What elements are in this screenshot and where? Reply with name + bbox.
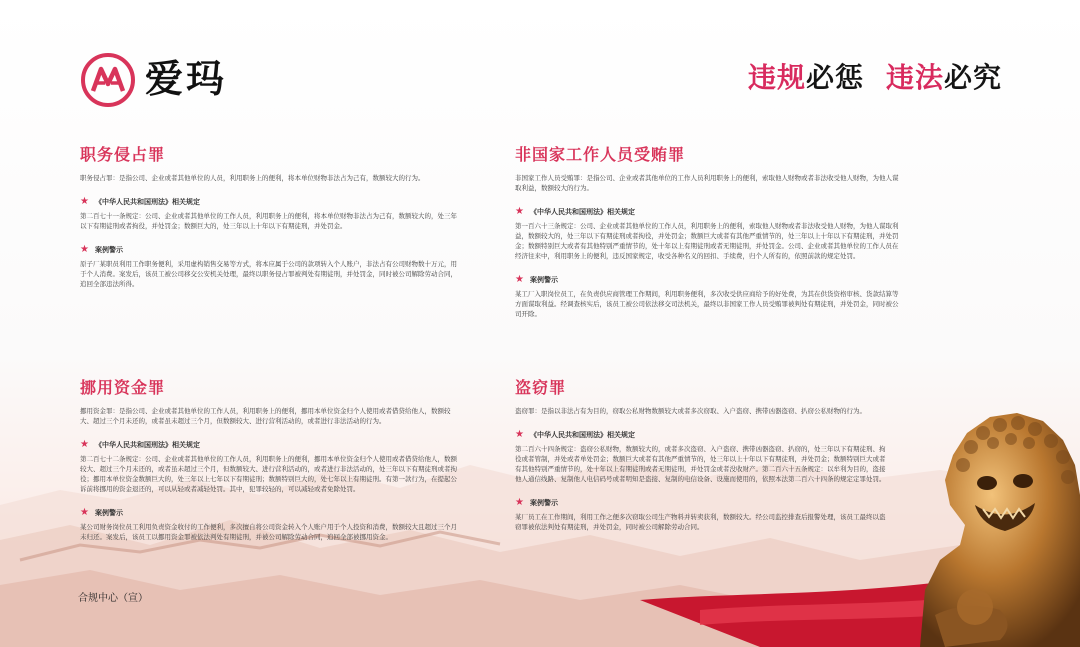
section-embezzlement bbox=[80, 145, 460, 289]
slogan-2-red: 违法 bbox=[885, 61, 944, 94]
law-text: 第二百六十四条规定：盗窃公私财物，数额较大的，或者多次盗窃、入户盗窃、携带凶器盗窃、扒窃的，处三年以下有期徒刑、拘役或者管制，并处或者单处罚金；数额巨大或者有其他严重情节的，处三年以上十年以下有期徒刑，并处罚金；数额特别巨大或者有其他特别严重情节的，处十年以上有期徒刑或者无期徒刑，并处罚金或者没收财产。第二百六十五条规定：以牟利为目的，盗接他人通信线路、复制他人电信码号或者明知是盗接、复制的电信设备、设施而使用的，依照本法第二百六十四条的规定定罪处罚。 bbox=[515, 445, 886, 483]
star-icon: ★ bbox=[80, 439, 89, 450]
slogan-2-black: 必究 bbox=[943, 61, 1002, 94]
section-title: 非国家工作人员受贿罪 bbox=[515, 145, 686, 164]
case-heading bbox=[80, 245, 460, 255]
law-heading bbox=[515, 207, 900, 217]
law-label: 《中华人民共和国刑法》相关规定 bbox=[529, 431, 635, 439]
section-title: 挪用资金罪 bbox=[80, 378, 166, 397]
section-bribery bbox=[515, 145, 900, 319]
star-icon: ★ bbox=[80, 196, 89, 207]
star-icon: ★ bbox=[515, 206, 524, 217]
law-text: 第二百七十一条规定：公司、企业或者其他单位的工作人员，利用职务上的便利，将本单位财物非法占为己有，数额较大的，处三年以下有期徒刑或者拘役，并处罚金；数额巨大的，处三年以上十年以下有期徒刑，并处罚金。 bbox=[80, 212, 457, 230]
star-icon: ★ bbox=[80, 507, 89, 518]
law-heading bbox=[515, 430, 890, 440]
section-definition: 非国家工作人员受贿罪：是指公司、企业或者其他单位的工作人员利用职务上的便利，索取他人财物或者非法收受他人财物，为他人谋取利益，数额较大的行为。 bbox=[515, 174, 899, 192]
law-label: 《中华人民共和国刑法》相关规定 bbox=[529, 208, 635, 216]
law-label: 《中华人民共和国刑法》相关规定 bbox=[94, 198, 200, 206]
law-label: 《中华人民共和国刑法》相关规定 bbox=[94, 441, 200, 449]
case-text: 某公司财务岗位员工利用负责资金收付的工作便利，多次擅自将公司资金转入个人账户用于个人投资和消费，数额较大且超过三个月未归还。案发后，该员工以挪用资金罪被依法判处有期徒刑，并被公司解除劳动合同，追回全部被挪用资金。 bbox=[80, 523, 457, 541]
case-heading bbox=[515, 498, 890, 508]
section-theft bbox=[515, 378, 890, 532]
footer-signature: 合规中心（宣） bbox=[78, 593, 148, 604]
slogan-1-black: 必惩 bbox=[805, 61, 864, 94]
section-definition: 挪用资金罪：是指公司、企业或者其他单位的工作人员，利用职务上的便利，挪用本单位资金归个人使用或者借贷给他人，数额较大、超过三个月未还的，或者虽未超过三个月，但数额较大、进行营利活动的，或者进行非法活动的行为。 bbox=[80, 407, 451, 425]
case-heading bbox=[515, 275, 900, 285]
section-title: 盗窃罪 bbox=[515, 378, 567, 397]
section-misappropriation bbox=[80, 378, 460, 542]
star-icon: ★ bbox=[515, 429, 524, 440]
law-heading bbox=[80, 440, 460, 450]
case-label: 案例警示 bbox=[529, 499, 558, 507]
law-text: 第二百七十二条规定：公司、企业或者其他单位的工作人员，利用职务上的便利，挪用本单位资金归个人使用或者借贷给他人，数额较大、超过三个月未还的，或者虽未超过三个月，但数额较大、进行营利活动的，或者进行非法活动的，处三年以下有期徒刑或者拘役；挪用本单位资金数额巨大的，处三年以上七年以下有期徒刑；数额特别巨大的，处七年以上有期徒刑。有第一款行为，在提起公诉前将挪用的资金退还的，可以从轻或者减轻处罚。其中，犯罪较轻的，可以减轻或者免除处罚。 bbox=[80, 455, 457, 493]
section-definition: 职务侵占罪：是指公司、企业或者其他单位的人员，利用职务上的便利，将本单位财物非法占为己有，数额较大的行为。 bbox=[80, 174, 425, 182]
brand-name: 爱玛 bbox=[145, 57, 228, 101]
case-label: 案例警示 bbox=[94, 246, 123, 254]
section-definition: 盗窃罪：是指以非法占有为目的，窃取公私财物数额较大或者多次窃取、入户盗窃、携带凶器盗窃、扒窃公私财物的行为。 bbox=[515, 407, 866, 415]
case-label: 案例警示 bbox=[94, 509, 123, 517]
case-text: 某厂员工在工作期间，利用工作之便多次窃取公司生产物料并转卖获利，数额较大。经公司监控排查后报警处理，该员工最终以盗窃罪被依法判处有期徒刑，并处罚金，同时被公司解除劳动合同。 bbox=[515, 513, 886, 531]
case-label: 案例警示 bbox=[529, 276, 558, 284]
case-text: 某工厂入职岗位员工，在负责供应商管理工作期间，利用职务便利，多次收受供应商给予的好处费，为其在供货资格审核、货款结算等方面谋取利益。经调查核实后，该员工被公司依法移交司法机关，最终以非国家工作人员受贿罪被判处有期徒刑，并处罚金，同时被公司开除。 bbox=[515, 290, 899, 318]
aima-logo-icon bbox=[80, 52, 136, 108]
law-heading bbox=[80, 197, 460, 207]
star-icon: ★ bbox=[515, 497, 524, 508]
star-icon: ★ bbox=[515, 274, 524, 285]
bronze-lion-statue-icon bbox=[905, 385, 1080, 647]
star-icon: ★ bbox=[80, 244, 89, 255]
slogan bbox=[748, 60, 1002, 96]
section-title: 职务侵占罪 bbox=[80, 145, 166, 164]
law-text: 第一百六十三条规定：公司、企业或者其他单位的工作人员，利用职务上的便利，索取他人财物或者非法收受他人财物，为他人谋取利益，数额较大的，处三年以下有期徒刑或者拘役，并处罚金；数额巨大或者有其他严重情节的，处三年以上十年以下有期徒刑，并处罚金；数额特别巨大或者有其他特别严重情节的，处十年以上有期徒刑或者无期徒刑，并处罚金。公司、企业或者其他单位的工作人员在经济往来中，利用职务上的便利，违反国家规定，收受各种名义的回扣、手续费，归个人所有的，依照前款的规定处罚。 bbox=[515, 222, 899, 260]
slogan-1-red: 违规 bbox=[747, 61, 806, 94]
header bbox=[0, 0, 1080, 110]
case-text: 原子厂某职员利用工作职务便利，采用虚构销售交易等方式，将本应属于公司的款项转入个人账户，非法占有公司财物数十万元，用于个人消费。案发后，该员工被公司移交公安机关处理，最终以职务侵占罪被判处有期徒刑，并处罚金，同时被公司解除劳动合同，追回全部违法所得。 bbox=[80, 260, 457, 288]
case-heading bbox=[80, 508, 460, 518]
